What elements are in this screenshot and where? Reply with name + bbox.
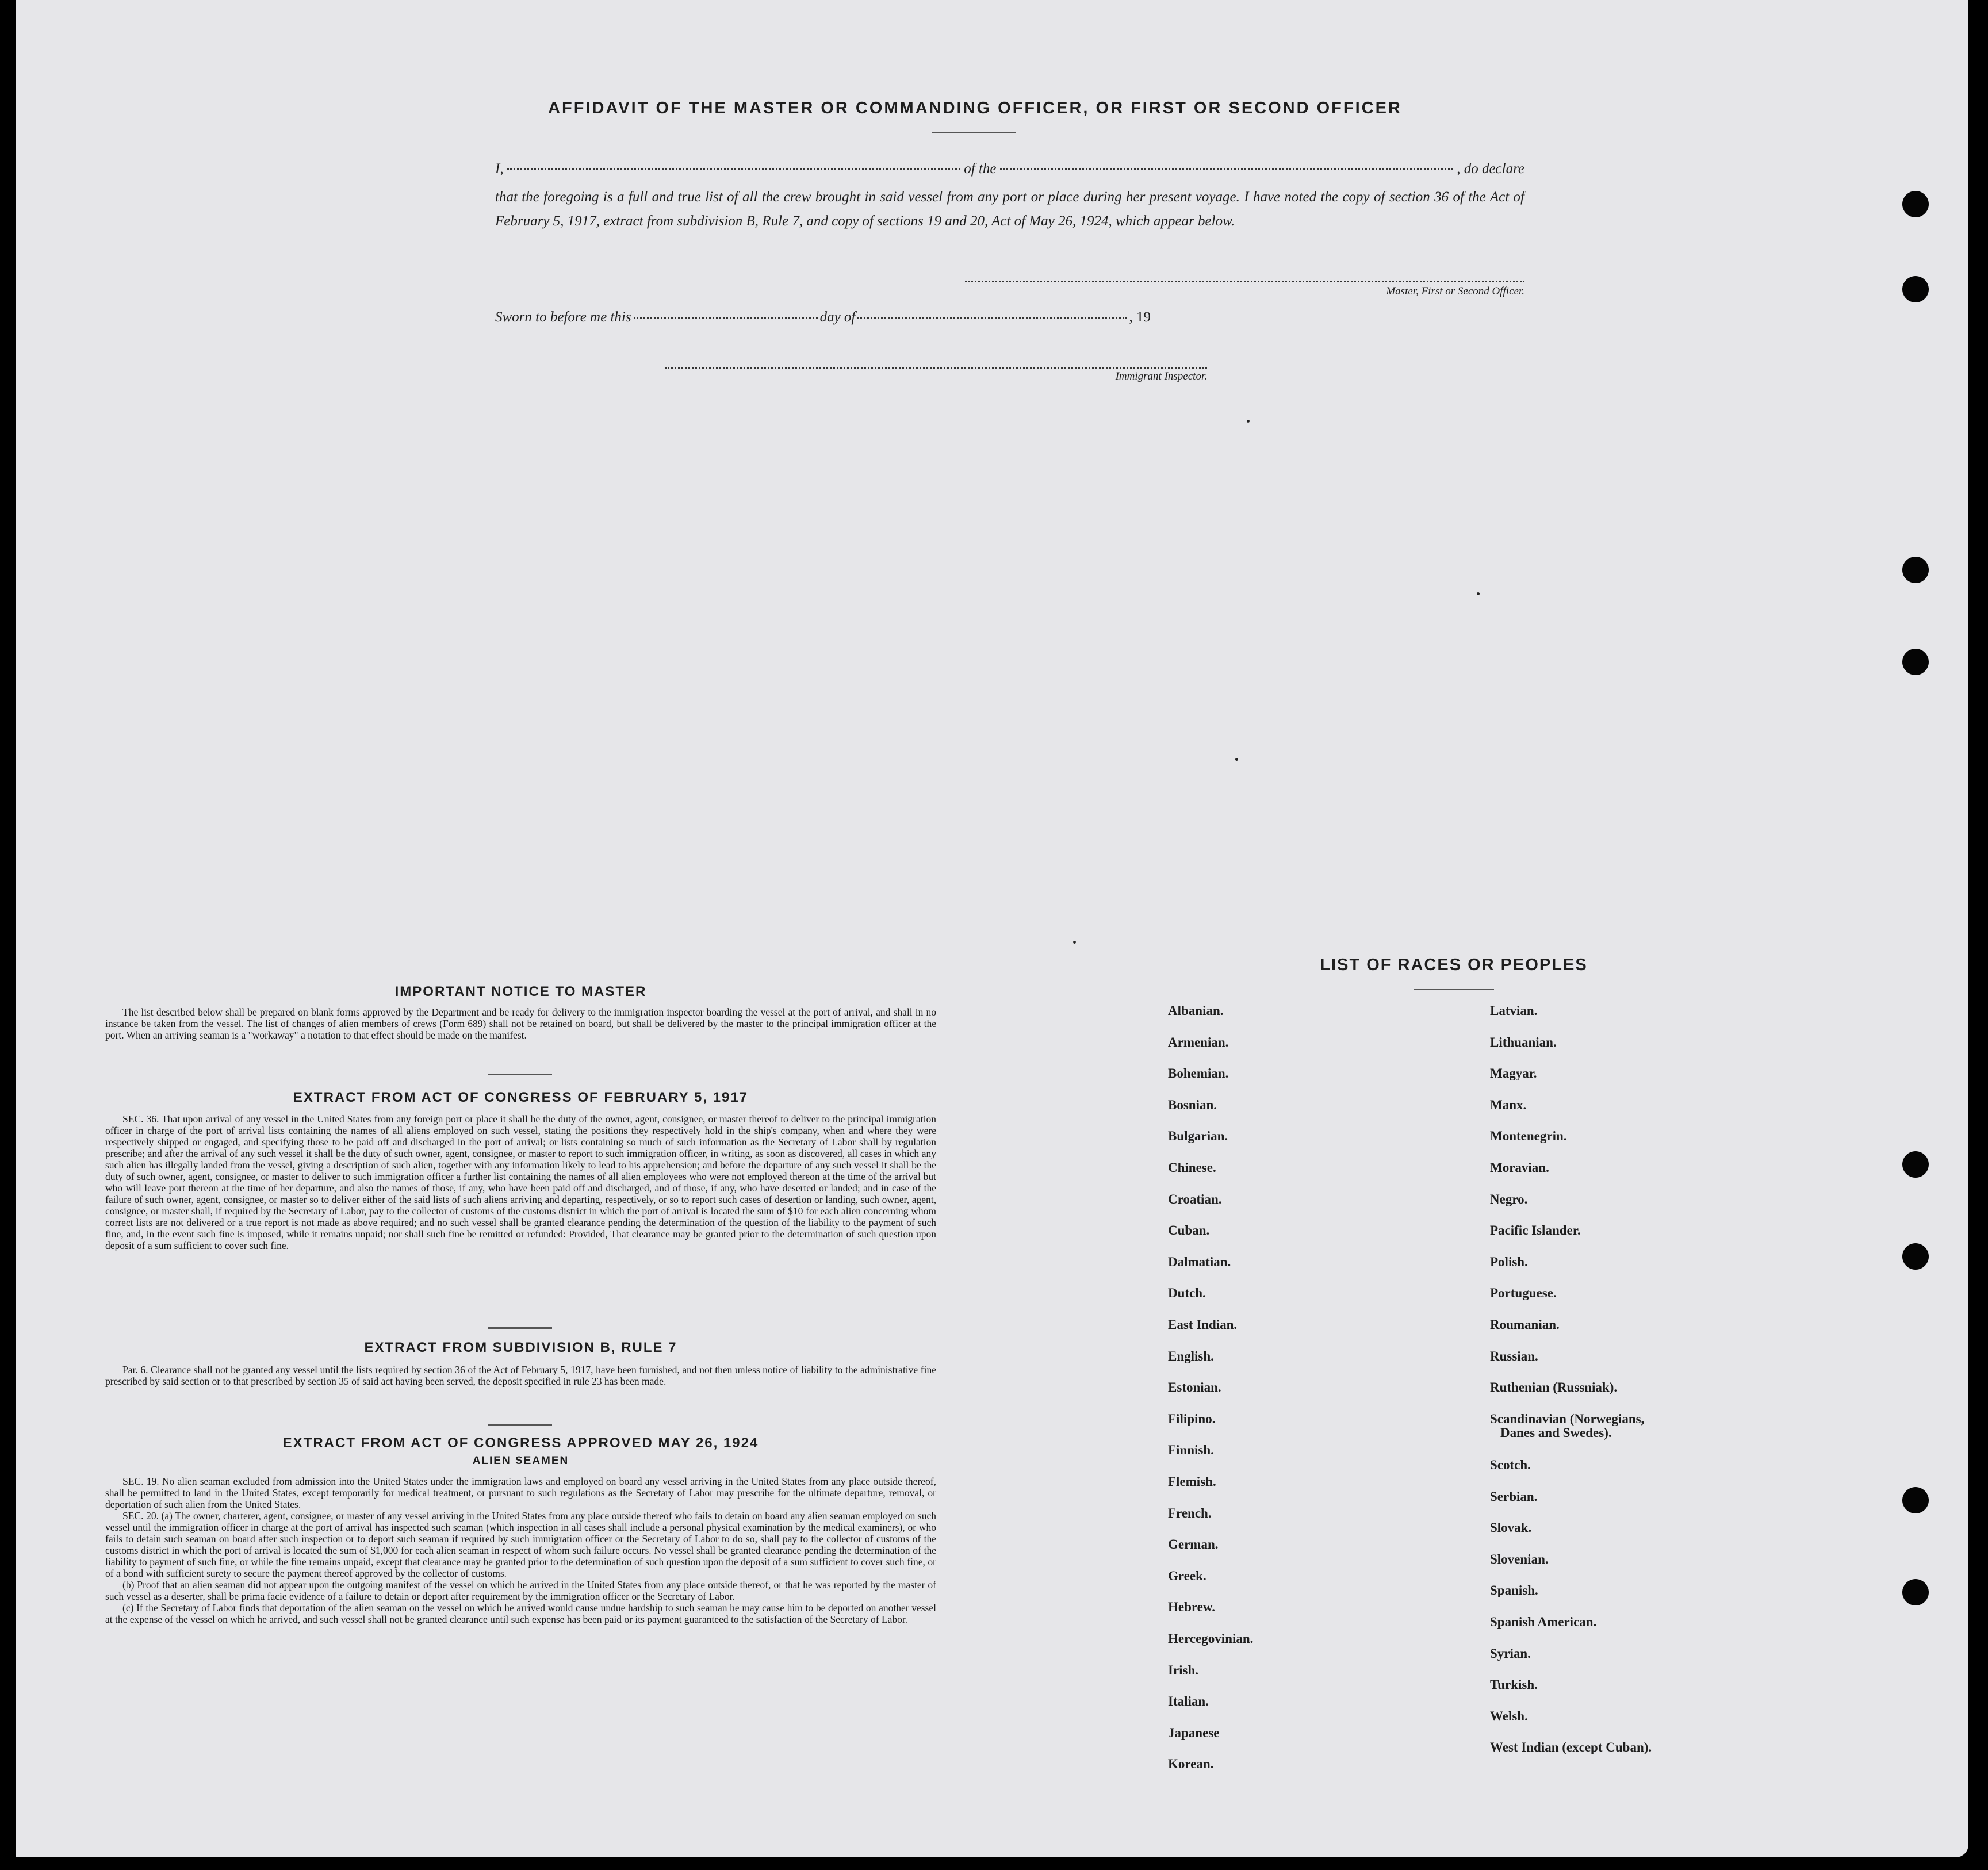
race-item: Dutch.: [1168, 1286, 1206, 1300]
race-item: Spanish American.: [1490, 1615, 1597, 1629]
race-item: Portuguese.: [1490, 1286, 1557, 1300]
declaration-line: [495, 161, 1524, 177]
race-item: Finnish.: [1168, 1443, 1214, 1457]
rule7-divider: [488, 1424, 552, 1426]
extract-1917-text: [105, 1113, 936, 1251]
race-item: Flemish.: [1168, 1474, 1216, 1489]
inspector-signature-line[interactable]: [665, 367, 1207, 369]
race-item: Filipino.: [1168, 1412, 1216, 1426]
race-item: Korean.: [1168, 1757, 1214, 1771]
race-item: Ruthenian (Russniak).: [1490, 1380, 1618, 1394]
race-item: Pacific Islander.: [1490, 1223, 1581, 1237]
sworn-line: [495, 309, 1151, 325]
race-item: Albanian.: [1168, 1003, 1224, 1018]
race-item: Syrian.: [1490, 1646, 1531, 1661]
race-item: English.: [1168, 1349, 1214, 1363]
race-item: Japanese: [1168, 1726, 1220, 1740]
punch-hole: [1902, 276, 1929, 302]
race-item: Dalmatian.: [1168, 1255, 1231, 1269]
race-item: Bosnian.: [1168, 1098, 1217, 1112]
race-item: Irish.: [1168, 1663, 1199, 1677]
race-item: Lithuanian.: [1490, 1035, 1557, 1049]
race-item: Spanish.: [1490, 1583, 1538, 1597]
punch-hole: [1902, 1487, 1929, 1513]
section-20a-paragraph: SEC. 20. (a) The owner, charterer, agent, consignee, or master of any vessel arriving in the United States from any place outside thereof who fails to detain on board any alien seaman employed on such vessel until the immigration officer in charge at the port of arrival has inspected such seaman (which inspection in all cases shall include a personal physical examination by the medical examiners), or who fails to detain such seaman on board after such inspection or to deport such seaman if required by such immigration officer or the Secretary of Labor to do so, shall pay to the collector of customs of the customs district in which the port of arrival is located the sum of $1,000 for each alien seaman in respect of whom such failure occurs. No vessel shall be granted clearance pending the determination of the liability to payment of such fine, or while the fine remains unpaid, except that clearance may be granted prior to the determination of such question upon the deposit of a sum sufficient to cover such fine, or of a bond with sufficient surety to secure the payment thereof approved by the collector of customs.: [105, 1510, 936, 1579]
section-20b-paragraph: (b) Proof that an alien seaman did not appear upon the outgoing manifest of the vessel on which he arrived in the United States from any place outside thereof, or that he was reported by the master of such vessel as a deserter, shall be prima facie evidence of a failure to detain or deport after requirement by the immigration officer or the Secretary of Labor.: [105, 1579, 936, 1602]
extract-1917-divider: [488, 1327, 552, 1329]
sworn-label: Sworn to before me this: [495, 309, 631, 325]
race-item: Montenegrin.: [1490, 1129, 1567, 1143]
speck: [1477, 592, 1480, 595]
races-divider: [1414, 989, 1494, 990]
race-item: Bulgarian.: [1168, 1129, 1228, 1143]
rule7-paragraph: Par. 6. Clearance shall not be granted any vessel until the lists required by section 36 of the Act of February 5, 1917, have been furnished, and not then unless notice of liability to the administrative fine prescribed by said section or to that prescribed by section 35 of said act having been served, the deposit specified in rule 23 has been made.: [105, 1364, 936, 1387]
rule7-text: [105, 1364, 936, 1387]
punch-hole: [1902, 1579, 1929, 1605]
race-item: Latvian.: [1490, 1003, 1538, 1018]
decl-end-label: , do declare: [1457, 161, 1524, 177]
race-item: Slovak.: [1490, 1520, 1532, 1535]
speck: [1247, 420, 1250, 423]
race-item: Bohemian.: [1168, 1066, 1229, 1080]
race-item: East Indian.: [1168, 1317, 1238, 1332]
race-item: Magyar.: [1490, 1066, 1537, 1080]
form-page: [16, 0, 1968, 1857]
speck: [1073, 941, 1076, 944]
extract-1924-title: EXTRACT FROM ACT OF CONGRESS APPROVED MAY 26, 1924: [282, 1435, 759, 1451]
day-of-label: day of: [819, 309, 856, 325]
sworn-day-field[interactable]: [634, 317, 818, 319]
race-item: Welsh.: [1490, 1709, 1528, 1723]
rule7-title: EXTRACT FROM SUBDIVISION B, RULE 7: [364, 1340, 677, 1355]
race-item: Turkish.: [1490, 1677, 1538, 1692]
race-item: Scandinavian (Norwegians,: [1490, 1412, 1645, 1426]
race-item: German.: [1168, 1537, 1219, 1551]
race-item: Danes and Swedes).: [1500, 1426, 1612, 1440]
race-item: Cuban.: [1168, 1223, 1210, 1237]
punch-hole: [1902, 557, 1929, 583]
race-item: Negro.: [1490, 1192, 1528, 1206]
master-label: Master, First or Second Officer.: [1386, 285, 1524, 297]
title-divider: [932, 132, 1016, 133]
race-item: Estonian.: [1168, 1380, 1221, 1394]
race-item: Greek.: [1168, 1569, 1206, 1583]
race-item: Hebrew.: [1168, 1600, 1215, 1614]
race-item: Roumanian.: [1490, 1317, 1560, 1332]
punch-hole: [1902, 1151, 1929, 1178]
race-item: French.: [1168, 1506, 1212, 1520]
race-item: Moravian.: [1490, 1160, 1549, 1175]
notice-paragraph: The list described below shall be prepared on blank forms approved by the Department and be ready for delivery to the immigration inspector boarding the vessel at the port of arrival, and shall in no instance be taken from the vessel. The list of changes of alien members of crews (Form 689) shall not be retained on board, but shall be delivered by the master to the principal immigration officer at the port. When an arriving seaman is a "workaway" a notation to that effect should be made on the manifest.: [105, 1006, 936, 1041]
year-label: , 19: [1129, 309, 1151, 325]
affidavit-title: AFFIDAVIT OF THE MASTER OR COMMANDING OFFICER, OR FIRST OR SECOND OFFICER: [548, 99, 1402, 117]
extract-1917-title: EXTRACT FROM ACT OF CONGRESS OF FEBRUARY 5, 1917: [293, 1090, 749, 1105]
race-item: Italian.: [1168, 1694, 1209, 1708]
declaration-body: that the foregoing is a full and true list of all the crew brought in said vessel from any port or place during her present voyage. I have noted the copy of section 36 of the Act of February 5, 1917, extract from subdivision B, Rule 7, and copy of sections 19 and 20, Act of May 26, 1924, which appear below.: [495, 189, 1524, 229]
punch-hole: [1902, 191, 1929, 217]
inspector-label: Immigrant Inspector.: [1115, 370, 1207, 382]
speck: [1235, 758, 1238, 761]
race-item: Polish.: [1490, 1255, 1528, 1269]
section-19-paragraph: SEC. 19. No alien seaman excluded from admission into the United States under the immigration laws and employed on board any vessel arriving in the United States from any place outside thereof, shall be permitted to land in the United States, except temporarily for medical treatment, or pursuant to such regulations as the Secretary of Labor may prescribe for the ultimate departure, removal, or deportation of such alien from the United States.: [105, 1476, 936, 1510]
punch-hole: [1902, 649, 1929, 675]
sworn-month-field[interactable]: [857, 317, 1127, 319]
race-item: Chinese.: [1168, 1160, 1216, 1175]
vessel-field[interactable]: [1000, 168, 1454, 170]
notice-title: IMPORTANT NOTICE TO MASTER: [394, 984, 647, 999]
alien-seamen-subtitle: ALIEN SEAMEN: [472, 1455, 569, 1467]
decl-i-label: I,: [495, 161, 504, 177]
notice-divider: [488, 1074, 552, 1075]
race-item: Armenian.: [1168, 1035, 1229, 1049]
race-item: Serbian.: [1490, 1489, 1538, 1504]
name-field[interactable]: [507, 168, 961, 170]
race-item: West Indian (except Cuban).: [1490, 1740, 1652, 1754]
race-item: Russian.: [1490, 1349, 1538, 1363]
extract-1924-text: [105, 1476, 936, 1625]
race-item: Scotch.: [1490, 1458, 1531, 1472]
master-signature-line[interactable]: [965, 281, 1524, 282]
race-item: Croatian.: [1168, 1192, 1222, 1206]
race-item: Hercegovinian.: [1168, 1631, 1254, 1646]
punch-hole: [1902, 1243, 1929, 1270]
decl-of-label: of the: [964, 161, 997, 177]
race-item: Manx.: [1490, 1098, 1527, 1112]
races-title: LIST OF RACES OR PEOPLES: [1320, 956, 1588, 974]
race-item: Slovenian.: [1490, 1552, 1549, 1566]
notice-text: [105, 1006, 936, 1041]
section-20c-paragraph: (c) If the Secretary of Labor finds that deportation of the alien seaman on the vessel on which he arrived would cause undue hardship to such seaman he may cause him to be deported on another vessel at the expense of the vessel on which he arrived, and such vessel shall not be granted clearance until such expense has been paid or its payment guaranteed to the satisfaction of the Secretary of Labor.: [105, 1602, 936, 1625]
section-36-paragraph: SEC. 36. That upon arrival of any vessel in the United States from any foreign port or place it shall be the duty of the owner, agent, consignee, or master thereof to deliver to the principal immigration officer in charge of the port of arrival lists containing the names of all aliens employed on such vessel, stating the positions they respectively hold in the ship's company, when and where they were respectively shipped or engaged, and specifying those to be paid off and discharged in the port of arrival; or lists containing so much of such information as the Secretary of Labor shall by regulation prescribe; and after the arrival of any such vessel it shall be the duty of such owner, agent, consignee, or master to report to such immigration officer, in writing, as soon as discovered, all cases in which any such alien has illegally landed from the vessel, giving a description of such alien, together with any information likely to lead to his apprehension; and before the departure of any such vessel it shall be the duty of such owner, agent, consignee, or master to deliver to such immigration officer a further list containing the names of all alien employees who were not employed thereon at the time of the arrival but who will leave port thereon at the time of her departure, and also the names of those, if any, who have been paid off and discharged, and of those, if any, who have deserted or landed; and in case of the failure of such owner, agent, consignee, or master so to deliver either of the said lists of such aliens arriving and departing, respectively, or so to report such cases of desertion or landing, such owner, agent, consignee, or master shall, if required by the Secretary of Labor, pay to the collector of customs of the customs district in which the port of arrival is located the sum of $10 for each alien concerning whom correct lists are not delivered or a true report is not made as above required; and no such vessel shall be granted clearance pending the determination of the question of the liability to the payment of such fine, and, in the event such fine is imposed, while it remains unpaid; nor shall such fine be remitted or refunded: Provided, That clearance may be granted prior to the determination of such question upon deposit of a sum sufficient to cover such fine.: [105, 1113, 936, 1251]
